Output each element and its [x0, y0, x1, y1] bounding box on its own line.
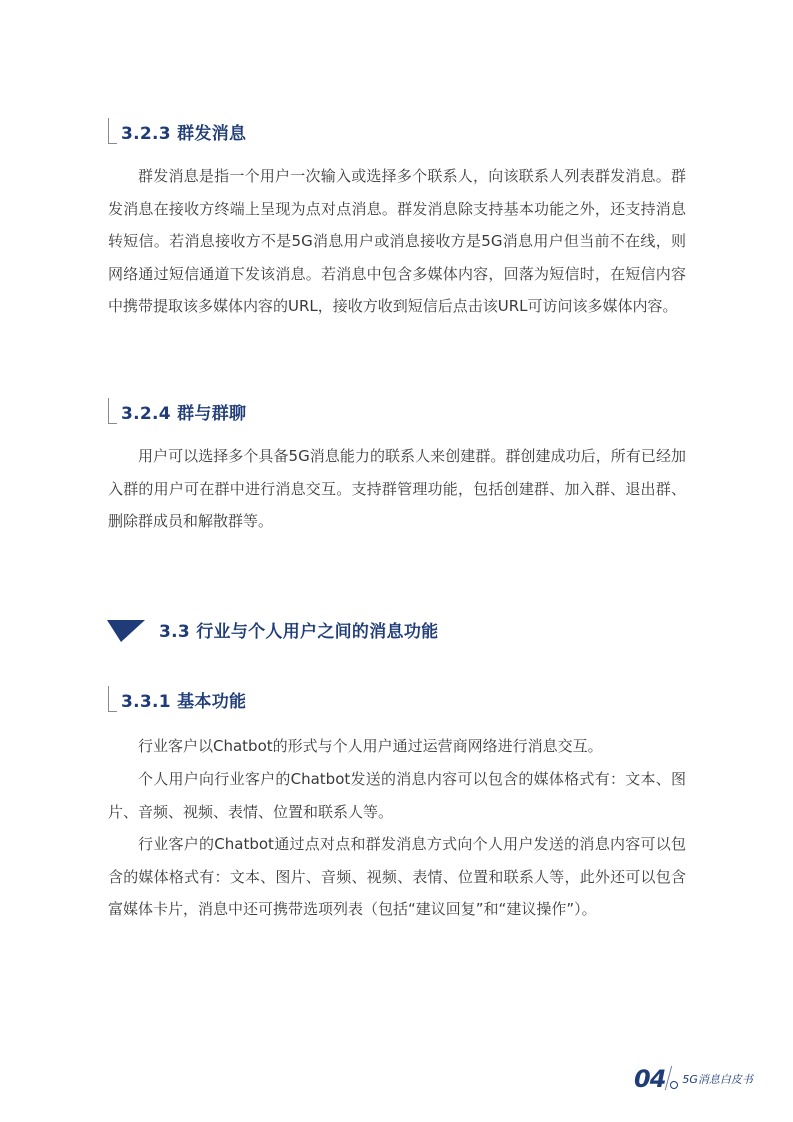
page-footer: [634, 1062, 753, 1092]
heading-bracket-icon: [108, 398, 118, 424]
subsection-heading-3-2-3: [108, 116, 246, 146]
subsection-heading-3-3-1: [108, 684, 246, 714]
paragraph-chatbot-intro: 行业客户以Chatbot的形式与个人用户通过运营商网络进行消息交互。: [138, 737, 603, 755]
page-number: 04: [634, 1065, 666, 1093]
subsection-title: 3.2.4 群与群聊: [121, 403, 247, 424]
paragraph-group-messaging: 群发消息是指一个用户一次输入或选择多个联系人，向该联系人列表群发消息。群发消息在接收方终端上呈现为点对点消息。群发消息除支持基本功能之外，还支持消息转短信。若消息接收方不是5G消息用户或消息接收方是5G消息用户但当前不在线，则网络通过短信通道下发该消息。若消息中包含多媒体内容，回落为短信时，在短信内容中携带提取该多媒体内容的URL，接收方收到短信后点击该URL可访问该多媒体内容。: [108, 167, 686, 315]
footer-circle-icon: [670, 1081, 678, 1089]
section-heading-3-3: [107, 612, 438, 646]
paragraph-group-chat: 用户可以选择多个具备5G消息能力的联系人来创建群。群创建成功后，所有已经加入群的用户可在群中进行消息交互。支持群管理功能，包括创建群、加入群、退出群、删除群成员和解散群等。: [108, 447, 686, 530]
section-triangle-icon: [107, 615, 145, 643]
heading-bracket-icon: [108, 118, 118, 144]
paragraph-user-to-chatbot-media: 个人用户向行业客户的Chatbot发送的消息内容可以包含的媒体格式有：文本、图片、音频、视频、表情、位置和联系人等。: [108, 770, 686, 821]
heading-bracket-icon: [108, 686, 118, 712]
footer-document-title: 5G消息白皮书: [682, 1073, 753, 1086]
subsection-title: 3.2.3 群发消息: [121, 123, 247, 144]
subsection-heading-3-2-4: [108, 396, 246, 426]
paragraph-chatbot-to-user-media: 行业客户的Chatbot通过点对点和群发消息方式向个人用户发送的消息内容可以包含的媒体格式有：文本、图片、音频、视频、表情、位置和联系人等，此外还可以包含富媒体卡片，消息中还可携带选项列表（包括“建议回复”和“建议操作”）。: [108, 835, 686, 918]
subsection-title: 3.3.1 基本功能: [121, 691, 247, 712]
section-title: 3.3 行业与个人用户之间的消息功能: [159, 621, 439, 642]
